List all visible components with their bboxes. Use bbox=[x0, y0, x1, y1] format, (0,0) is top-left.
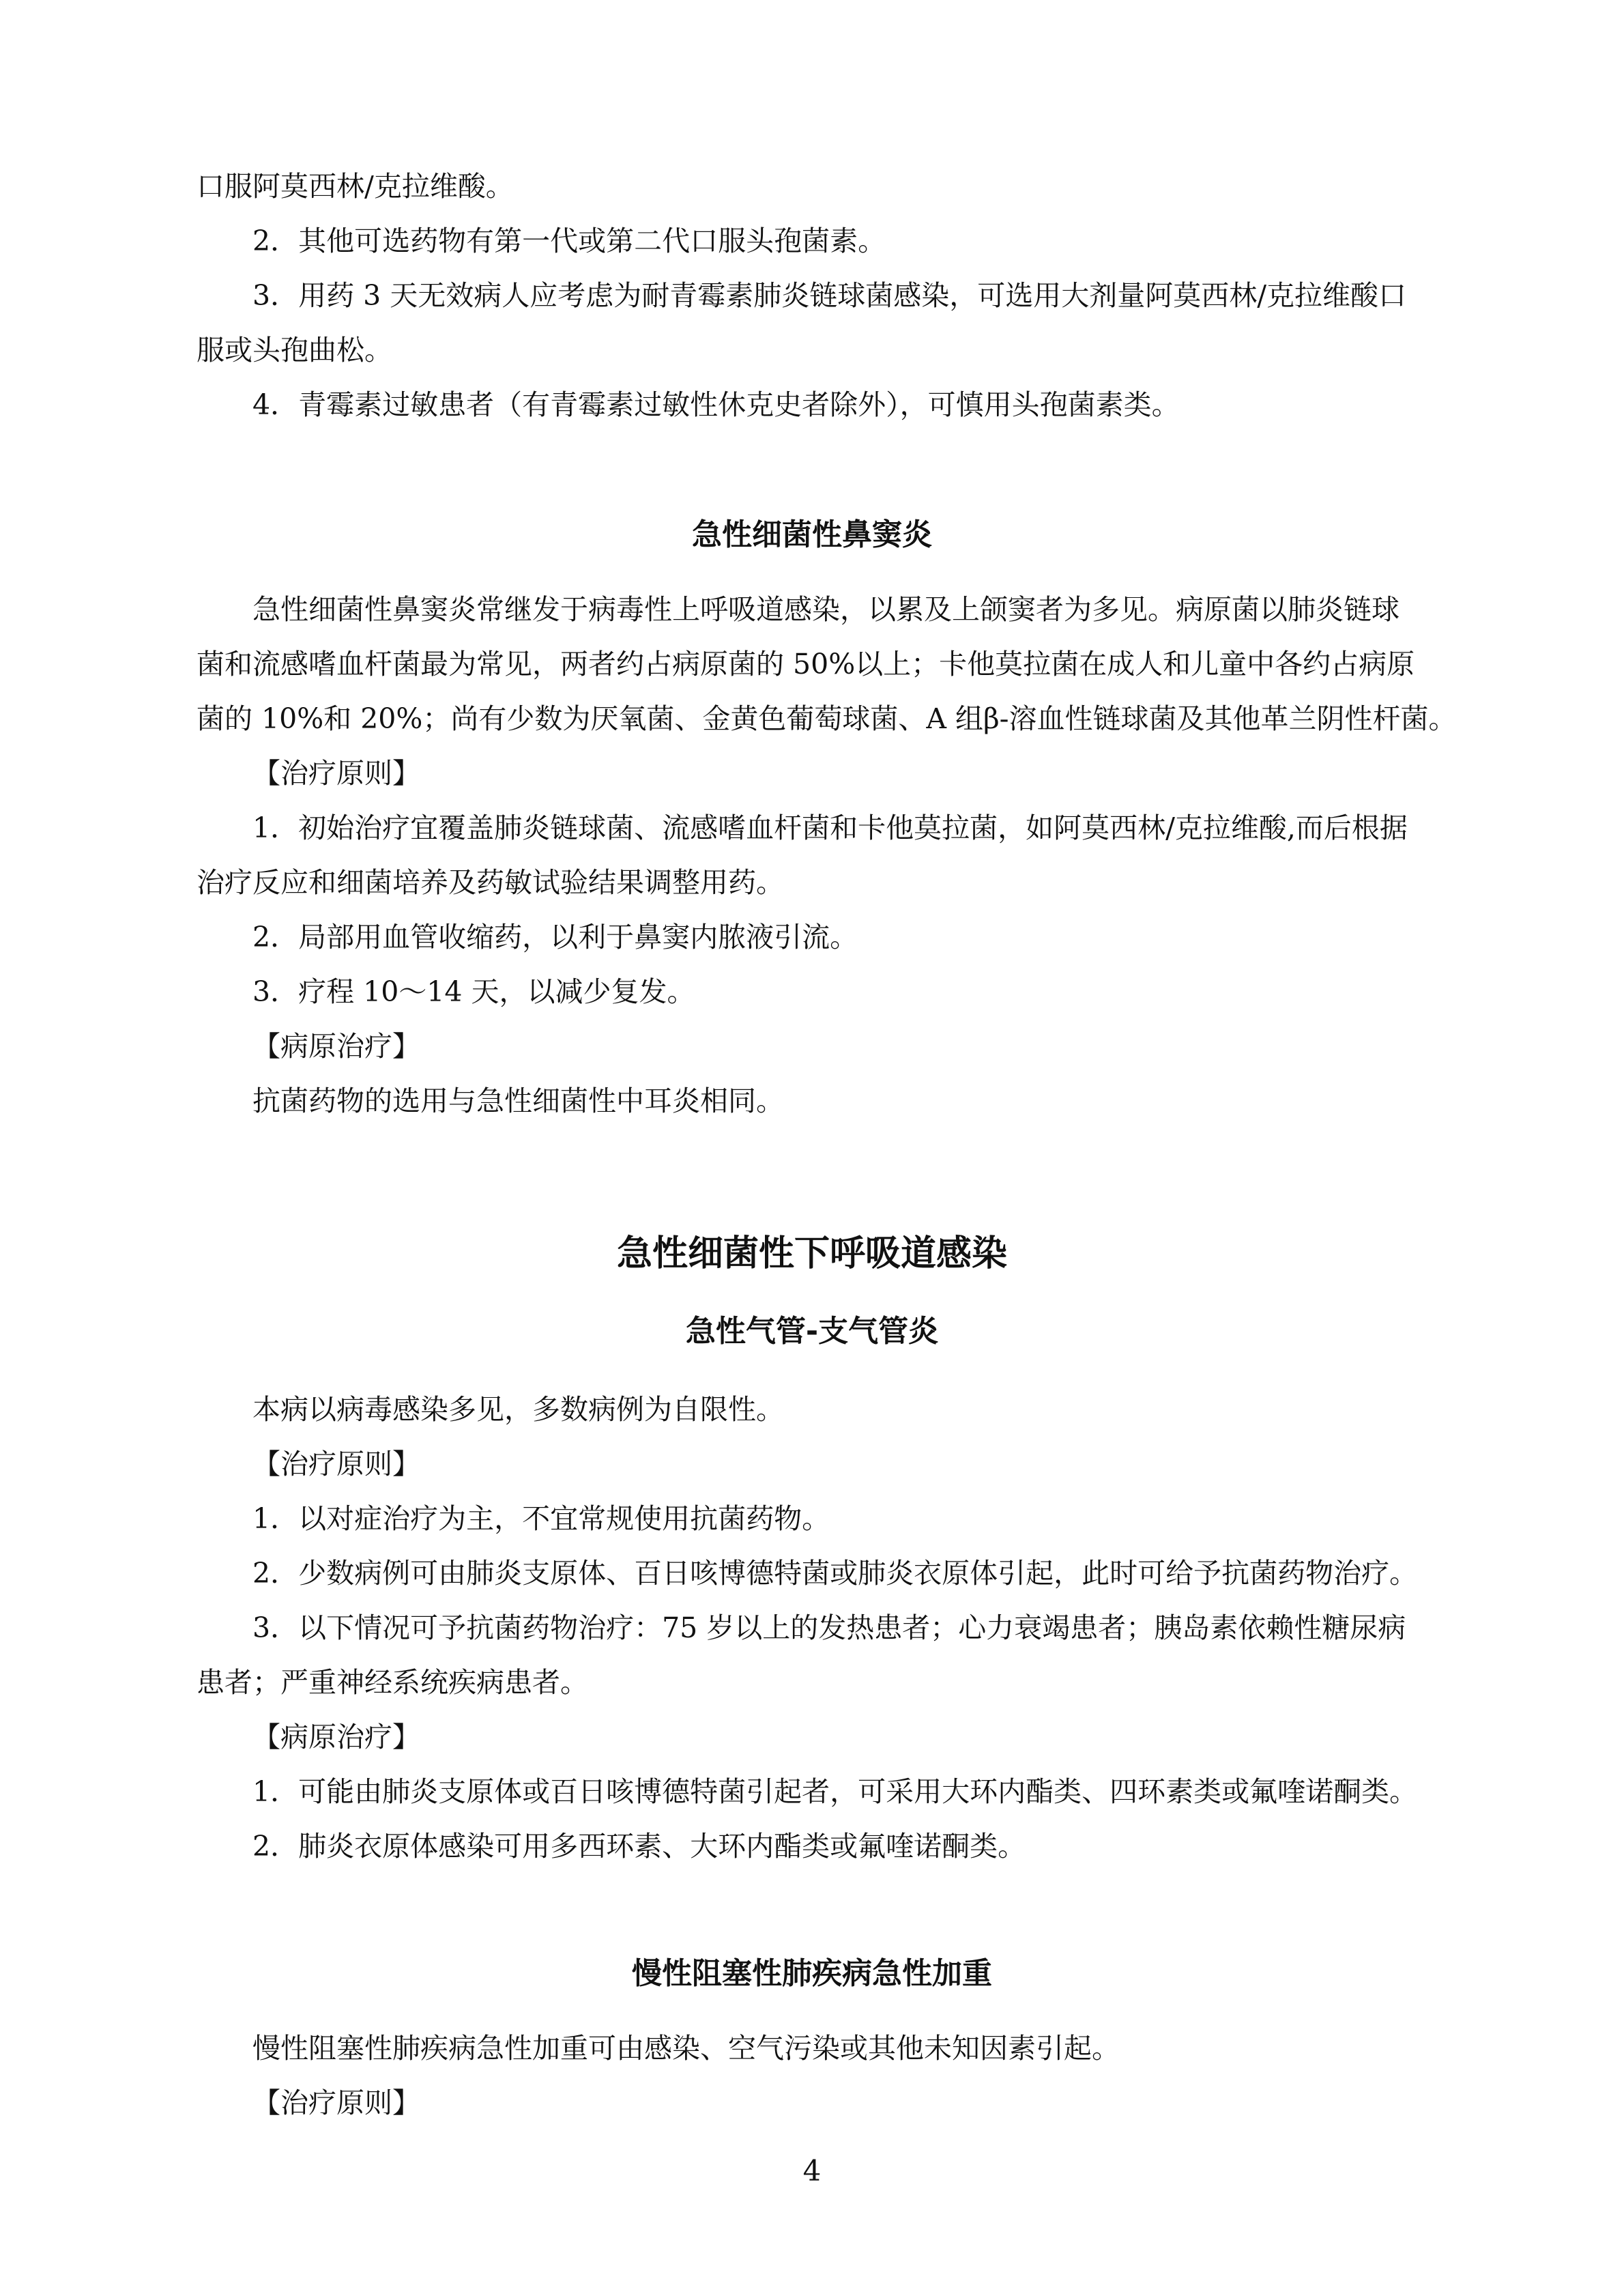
list-item: 2．局部用血管收缩药，以利于鼻窦内脓液引流。 bbox=[252, 921, 858, 953]
list-item-continuation: 服或头孢曲松。 bbox=[197, 334, 392, 367]
paragraph-line: 本病以病毒感染多见，多数病例为自限性。 bbox=[252, 1393, 784, 1426]
paragraph-line: 慢性阻塞性肺疾病急性加重可由感染、空气污染或其他未知因素引起。 bbox=[252, 2032, 1120, 2065]
subsection-heading: 【病原治疗】 bbox=[252, 1030, 420, 1063]
section-title-copd: 慢性阻塞性肺疾病急性加重 bbox=[632, 1956, 992, 1991]
subsection-heading: 【治疗原则】 bbox=[252, 2086, 420, 2119]
list-item: 1．以对症治疗为主，不宜常规使用抗菌药物。 bbox=[252, 1502, 830, 1535]
chapter-title: 急性细菌性下呼吸道感染 bbox=[616, 1233, 1007, 1274]
page-number: 4 bbox=[802, 2154, 822, 2187]
paragraph-line: 口服阿莫西林/克拉维酸。 bbox=[197, 170, 514, 203]
paragraph-line: 菌的 10%和 20%；尚有少数为厌氧菌、金黄色葡萄球菌、A 组β-溶血性链球菌及其他革兰阴性杆菌。 bbox=[197, 702, 1457, 735]
list-item: 2．肺炎衣原体感染可用多西环素、大环内酯类或氟喹诺酮类。 bbox=[252, 1830, 1026, 1863]
section-title-sinusitis: 急性细菌性鼻窦炎 bbox=[692, 517, 932, 552]
paragraph-line: 抗菌药物的选用与急性细菌性中耳炎相同。 bbox=[252, 1085, 784, 1117]
list-item: 2．其他可选药物有第一代或第二代口服头孢菌素。 bbox=[252, 225, 886, 257]
paragraph-line: 急性细菌性鼻窦炎常继发于病毒性上呼吸道感染，以累及上颌窦者为多见。病原菌以肺炎链球 bbox=[252, 593, 1400, 626]
section-title-bronchitis: 急性气管-支气管炎 bbox=[685, 1314, 939, 1349]
paragraph-line: 菌和流感嗜血杆菌最为常见，两者约占病原菌的 50%以上；卡他莫拉菌在成人和儿童中各约占病原 bbox=[197, 648, 1415, 680]
list-item: 3．用药 3 天无效病人应考虑为耐青霉素肺炎链球菌感染，可选用大剂量阿莫西林/克拉维酸口 bbox=[252, 279, 1407, 312]
list-item: 4．青霉素过敏患者（有青霉素过敏性休克史者除外），可慎用头孢菌素类。 bbox=[252, 388, 1180, 421]
list-item: 3．以下情况可予抗菌药物治疗：75 岁以上的发热患者；心力衰竭患者；胰岛素依赖性糖尿病 bbox=[252, 1611, 1406, 1644]
subsection-heading: 【治疗原则】 bbox=[252, 1448, 420, 1480]
subsection-heading: 【治疗原则】 bbox=[252, 757, 420, 790]
list-item: 1．可能由肺炎支原体或百日咳博德特菌引起者，可采用大环内酯类、四环素类或氟喹诺酮类。 bbox=[252, 1775, 1418, 1808]
list-item-continuation: 治疗反应和细菌培养及药敏试验结果调整用药。 bbox=[197, 866, 784, 899]
subsection-heading: 【病原治疗】 bbox=[252, 1721, 420, 1753]
list-item: 2．少数病例可由肺炎支原体、百日咳博德特菌或肺炎衣原体引起，此时可给予抗菌药物治疗。 bbox=[252, 1557, 1418, 1590]
list-item-continuation: 患者；严重神经系统疾病患者。 bbox=[197, 1666, 588, 1699]
list-item: 1．初始治疗宜覆盖肺炎链球菌、流感嗜血杆菌和卡他莫拉菌，如阿莫西林/克拉维酸,而后根据 bbox=[252, 812, 1408, 844]
list-item: 3．疗程 10～14 天，以减少复发。 bbox=[252, 975, 695, 1008]
